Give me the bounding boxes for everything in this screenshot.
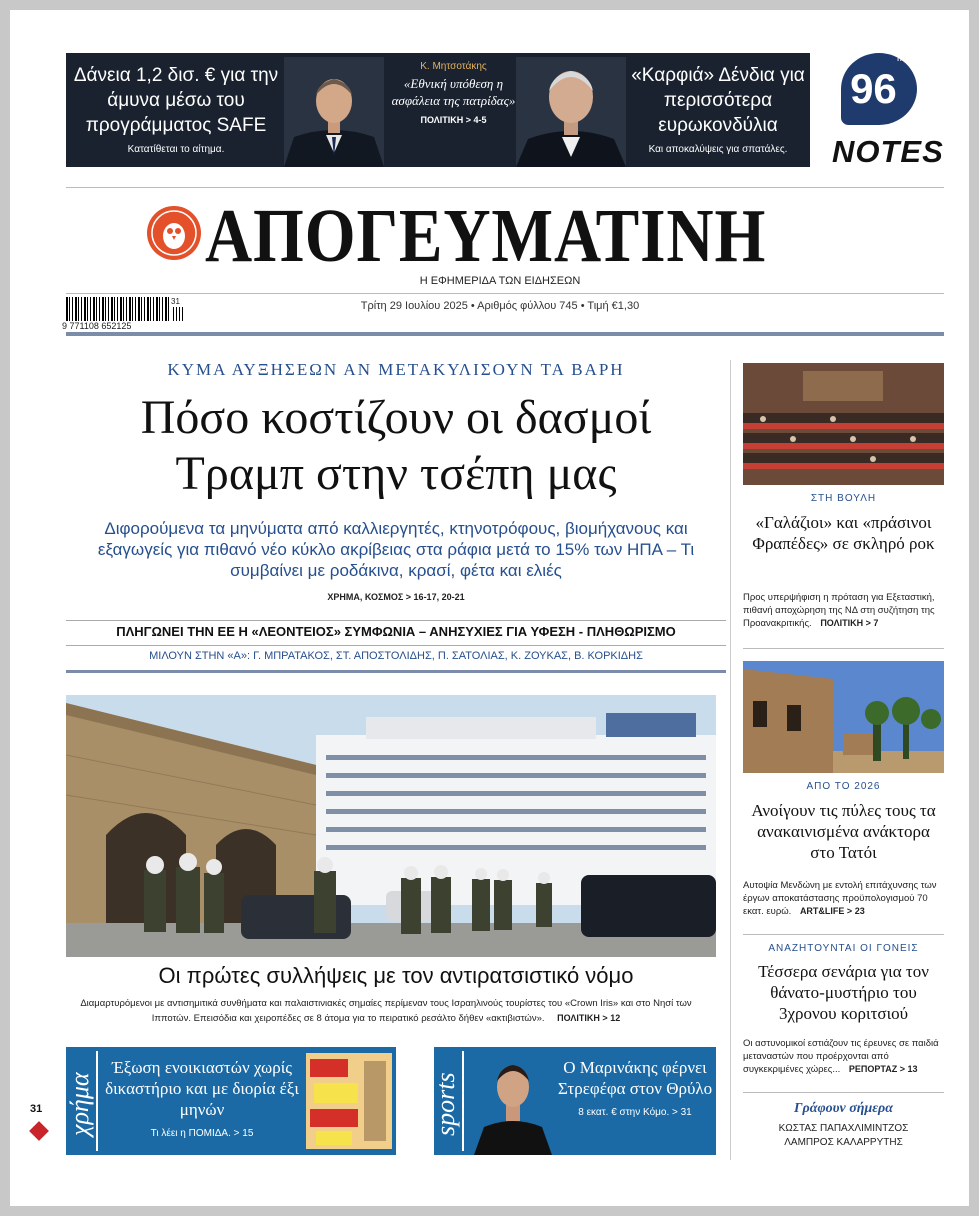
column-divider	[730, 360, 731, 1160]
story3[interactable]	[743, 943, 944, 1024]
owl-logo-icon	[146, 205, 202, 261]
red-diamond-icon	[29, 1121, 49, 1141]
promo-sports-divider	[462, 1051, 464, 1151]
tatoi-palace-photo	[743, 661, 944, 773]
rent-signs-photo	[306, 1053, 392, 1149]
main-deck	[66, 518, 726, 608]
photo-story-body: Διαμαρτυρόμενοι με αντισημιτικά συνθήματα και παλαιστινιακές σημαίες περίμεναν τους Ισραηλινούς τουρίστες του «Crown Iris» και στο Νησί των Ιπποτών. Επεισόδια και χειροπέδες σε 8 άτομα για το πειρατικό ρεσάλτο δήθεν «ακτιβιστών».	[80, 998, 692, 1024]
dateline: Τρίτη 29 Ιουλίου 2025 • Αριθμός φύλλου 745 • Τιμή €1,30	[360, 300, 640, 312]
mid-quote-ref: ΠΟΛΙΤΙΚΗ > 4-5	[420, 115, 487, 125]
strip-speakers: ΜΙΛΟΥΝ ΣΤΗΝ «Α»: Γ. ΜΠΡΑΤΑΚΟΣ, ΣΤ. ΑΠΟΣΤΟΛΙΔΗΣ, Π. ΣΑΤΟΛΙΑΣ, Κ. ΖΟΥΚΑΣ, Β. ΚΟΡΚΙΔΗΣ	[149, 650, 643, 662]
cruise-ship-protest-photo	[66, 695, 716, 957]
barcode-addon-bars	[173, 307, 183, 321]
barcode-addon: 31	[171, 297, 180, 306]
story1-text	[743, 591, 944, 630]
page-number: 31	[30, 1103, 43, 1115]
writers-label: Γράφουν σήμερα	[794, 1101, 893, 1116]
promo-money-headline: Έξωση ενοικιαστών χωρίς δικαστήριο και με διορία έξι μηνών	[105, 1058, 299, 1119]
radio-number: 96	[850, 65, 897, 112]
top-mid-quote[interactable]	[381, 61, 526, 125]
politician-photo-1	[284, 57, 384, 167]
promo-money[interactable]	[66, 1047, 396, 1155]
barcode	[66, 297, 184, 321]
writer-1[interactable]: ΚΩΣΤΑΣ ΠΑΠΑΧΛΙΜΙΝΤΖΟΣ	[778, 1123, 909, 1134]
right-sep-1	[743, 648, 944, 649]
promo-money-divider	[96, 1051, 98, 1151]
story1-headline: «Γαλάζιοι» και «πράσινοι Φραπέδες» σε σκληρό ροκ	[752, 513, 935, 553]
parliament-photo-image	[743, 363, 944, 485]
masthead-title[interactable]: ΑΠΟΓΕΥΜΑΤΙΝΗ	[205, 194, 767, 278]
story3-ref[interactable]: ΡΕΠΟΡΤΑΖ > 13	[848, 1064, 918, 1074]
story2-headline: Ανοίγουν τις πύλες τους τα ανακαινισμένα ανάκτορα στο Τατόι	[751, 801, 936, 862]
radio-name: NOTES	[832, 134, 944, 169]
radio-suffix: fm	[896, 53, 908, 64]
promo-sports[interactable]	[431, 1047, 716, 1155]
story2[interactable]	[743, 781, 944, 863]
promo-sports-headline: Ο Μαρινάκης φέρνει Στρεφέφα στον Θρύλο	[557, 1058, 713, 1098]
main-deck-text: Διφορούμενα τα μηνύματα από καλλιεργητές, κτηνοτρόφους, βιομήχανους και εξαγωγείς για πιθανό νέο κύκλο ακρίβειας στα ράφια μετά το 15% των ΗΠΑ – Τι συμβαίνει με ροδάκινα, κρασί, φέτα και ελιές	[97, 519, 695, 580]
promo-money-sub: Τι λέει η ΠΟΜΙΔΑ. > 15	[150, 1128, 254, 1139]
strip-headline: ΠΛΗΓΩΝΕΙ ΤΗΝ ΕΕ Η «ΛΕΟΝΤΕΙΟΣ» ΣΥΜΦΩΝΙΑ – ΑΝΗΣΥΧΙΕΣ ΓΙΑ ΥΦΕΣΗ - ΠΛΗΘΩΡΙΣΜΟ	[116, 624, 676, 639]
main-headline[interactable]	[66, 390, 726, 502]
masthead-rule	[66, 293, 944, 294]
story3-label: ΑΝΑΖΗΤΟΥΝΤΑΙ ΟΙ ΓΟΝΕΙΣ	[768, 943, 919, 954]
promo-money-tag: χρήμα	[65, 1072, 94, 1136]
writers-box	[743, 1101, 944, 1148]
top-left-headline: Δάνεια 1,2 δισ. € για την άμυνα μέσω του προγράμματος SAFE	[73, 65, 279, 136]
main-section-ref[interactable]: ΧΡΗΜΑ, ΚΟΣΜΟΣ > 16-17, 20-21	[327, 592, 465, 602]
strip-rule-3	[66, 670, 726, 673]
masthead-tagline: Η ΕΦΗΜΕΡΙΔΑ ΤΩΝ ΕΙΔΗΣΕΩΝ	[419, 275, 581, 287]
writer-2[interactable]: ΛΑΜΠΡΟΣ ΚΑΛΑΡΡΥΤΗΣ	[784, 1137, 903, 1148]
photo-story-text	[66, 997, 706, 1026]
strip-rule-2	[66, 645, 726, 646]
right-sep-2	[743, 934, 944, 935]
story1[interactable]	[743, 493, 944, 554]
masthead-top-rule	[66, 187, 944, 188]
story3-body: Οι αστυνομικοί εστιάζουν τις έρευνες σε παιδιά μεταναστών που προέρχονται από συγκεκριμένες χώρες...	[743, 1038, 939, 1075]
story2-label: ΑΠΟ ΤΟ 2026	[806, 781, 881, 792]
mid-quote-text: «Εθνική υπόθεση η ασφάλεια της πατρίδας»	[391, 76, 516, 108]
photo-story-headline[interactable]: Οι πρώτες συλλήψεις με τον αντιρατσιστικό νόμο	[158, 963, 634, 988]
promo-sports-tag: sports	[431, 1072, 460, 1136]
radio-logo[interactable]	[841, 53, 917, 125]
story1-body: Προς υπερψήφιση η πρόταση για Εξεταστική, πιθανή αποχώρηση της ΝΔ στη συζήτηση της Προανακριτικής.	[743, 592, 935, 629]
story2-ref[interactable]: ART&LIFE > 23	[799, 906, 865, 916]
top-right-sub: Και αποκαλύψεις για σπατάλες.	[648, 144, 788, 155]
tatoi-photo[interactable]	[743, 661, 944, 773]
right-sep-3	[743, 1092, 944, 1093]
story3-headline: Τέσσερα σενάρια για τον θάνατο-μυστήριο του 3χρονου κοριτσιού	[758, 962, 929, 1023]
footballer-photo	[470, 1053, 556, 1155]
parliament-photo[interactable]	[743, 363, 944, 485]
barcode-number: 9 771108 652125	[62, 321, 132, 331]
story3-text	[743, 1037, 944, 1076]
top-left-sub: Κατατίθεται το αίτημα.	[127, 144, 225, 155]
strip-rule-1	[66, 620, 726, 621]
promo-money-body	[102, 1057, 302, 1139]
main-kicker: ΚΥΜΑ ΑΥΞΗΣΕΩΝ ΑΝ ΜΕΤΑΚΥΛΙΣΟΥΝ ΤΑ ΒΑΡΗ	[167, 360, 625, 379]
promo-sports-body	[556, 1057, 714, 1118]
mid-quote-name: Κ. Μητσοτάκης	[420, 61, 487, 72]
main-headline-line1: Πόσο κοστίζουν οι δασμοί	[140, 391, 652, 444]
politician-photo-2	[516, 57, 626, 167]
promo-sports-sub: 8 εκατ. € στην Κόμο. > 31	[578, 1107, 692, 1118]
main-headline-line2: Τραμπ στην τσέπη μας	[175, 447, 617, 500]
top-banner[interactable]	[66, 53, 810, 167]
top-right-headline: «Καρφιά» Δένδια για περισσότερα ευρωκονδύλια	[631, 65, 805, 136]
top-right-teaser[interactable]	[626, 53, 810, 167]
story1-ref[interactable]: ΠΟΛΙΤΙΚΗ > 7	[820, 618, 879, 628]
main-photo[interactable]	[66, 695, 716, 957]
story1-label: ΣΤΗ ΒΟΥΛΗ	[810, 493, 877, 504]
story2-body: Αυτοψία Μενδώνη με εντολή επιτάχυνσης των έργων αποκατάστασης προϋπολογισμού 70 εκατ. ευρώ.	[743, 880, 937, 917]
masthead-blue-rule	[66, 332, 944, 336]
photo-story-ref[interactable]: ΠΟΛΙΤΙΚΗ > 12	[557, 1013, 621, 1023]
top-left-teaser[interactable]	[66, 53, 286, 167]
story2-text	[743, 879, 944, 918]
newspaper-front-page	[10, 10, 969, 1206]
